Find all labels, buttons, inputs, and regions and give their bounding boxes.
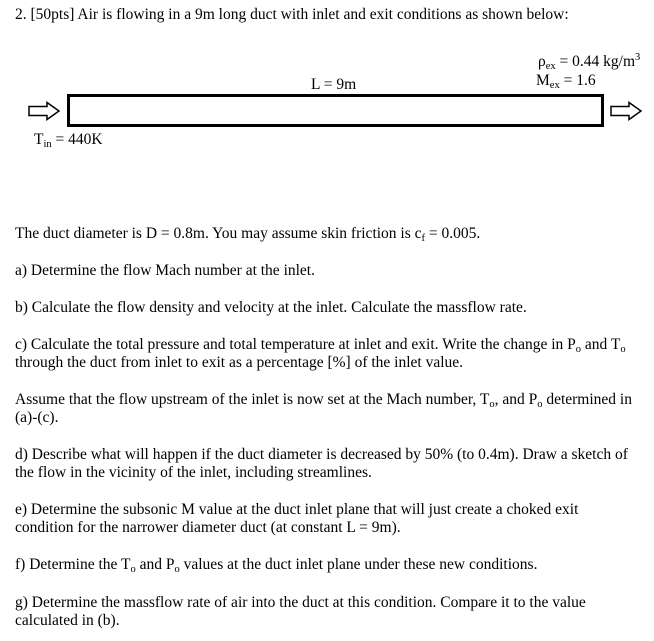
part-a: a) Determine the flow Mach number at the inlet. xyxy=(15,262,315,279)
inlet-flow-arrow-icon xyxy=(28,101,60,121)
problem-header: 2. [50pts] Air is flowing in a 9m long duct with inlet and exit conditions as shown below: xyxy=(15,6,569,23)
part-f: f) Determine the $T_o$ and $P_o$ values at the duct inlet plane under these new conditions. xyxy=(15,556,538,575)
part-c: c) Calculate the total pressure and total temperature at inlet and exit. Write the change in $P_o$ and $T_o$ through the duct from inlet to exit as a percentage [%] of the inlet value. xyxy=(15,336,626,371)
part-e: e) Determine the subsonic M value at the duct inlet plane that will just create a choked exit condition for the narrower diameter duct (at constant L = 9m). xyxy=(15,501,579,536)
exit-density-label: $\rho_{ex} = 0.44$ $kg/m^3$ xyxy=(538,52,641,72)
part-g: g) Determine the massflow rate of air into the duct at this condition. Compare it to the value calculated in (b). xyxy=(15,594,586,629)
duct-body xyxy=(67,94,604,127)
exit-flow-arrow-icon xyxy=(610,101,642,121)
part-b: b) Calculate the flow density and velocity at the inlet. Calculate the massflow rate. xyxy=(15,299,527,316)
given-conditions: The duct diameter is D = 0.8m. You may assume skin friction is $c_f = 0.005$. xyxy=(15,225,481,244)
exit-mach-label: $M_{ex} = 1.6$ xyxy=(536,72,596,91)
inlet-temperature-label: $T_{in} = 440K$ xyxy=(34,131,103,150)
assumption-paragraph: Assume that the flow upstream of the inlet is now set at the Mach number, $T_o$, and $P_o$ determined in (a)-(c). xyxy=(15,391,632,426)
length-label: L = 9m xyxy=(311,76,357,93)
part-d: d) Describe what will happen if the duct diameter is decreased by 50% (to 0.4m). Draw a sketch of the flow in the vicinity of the inlet, including streamlines. xyxy=(15,446,628,481)
